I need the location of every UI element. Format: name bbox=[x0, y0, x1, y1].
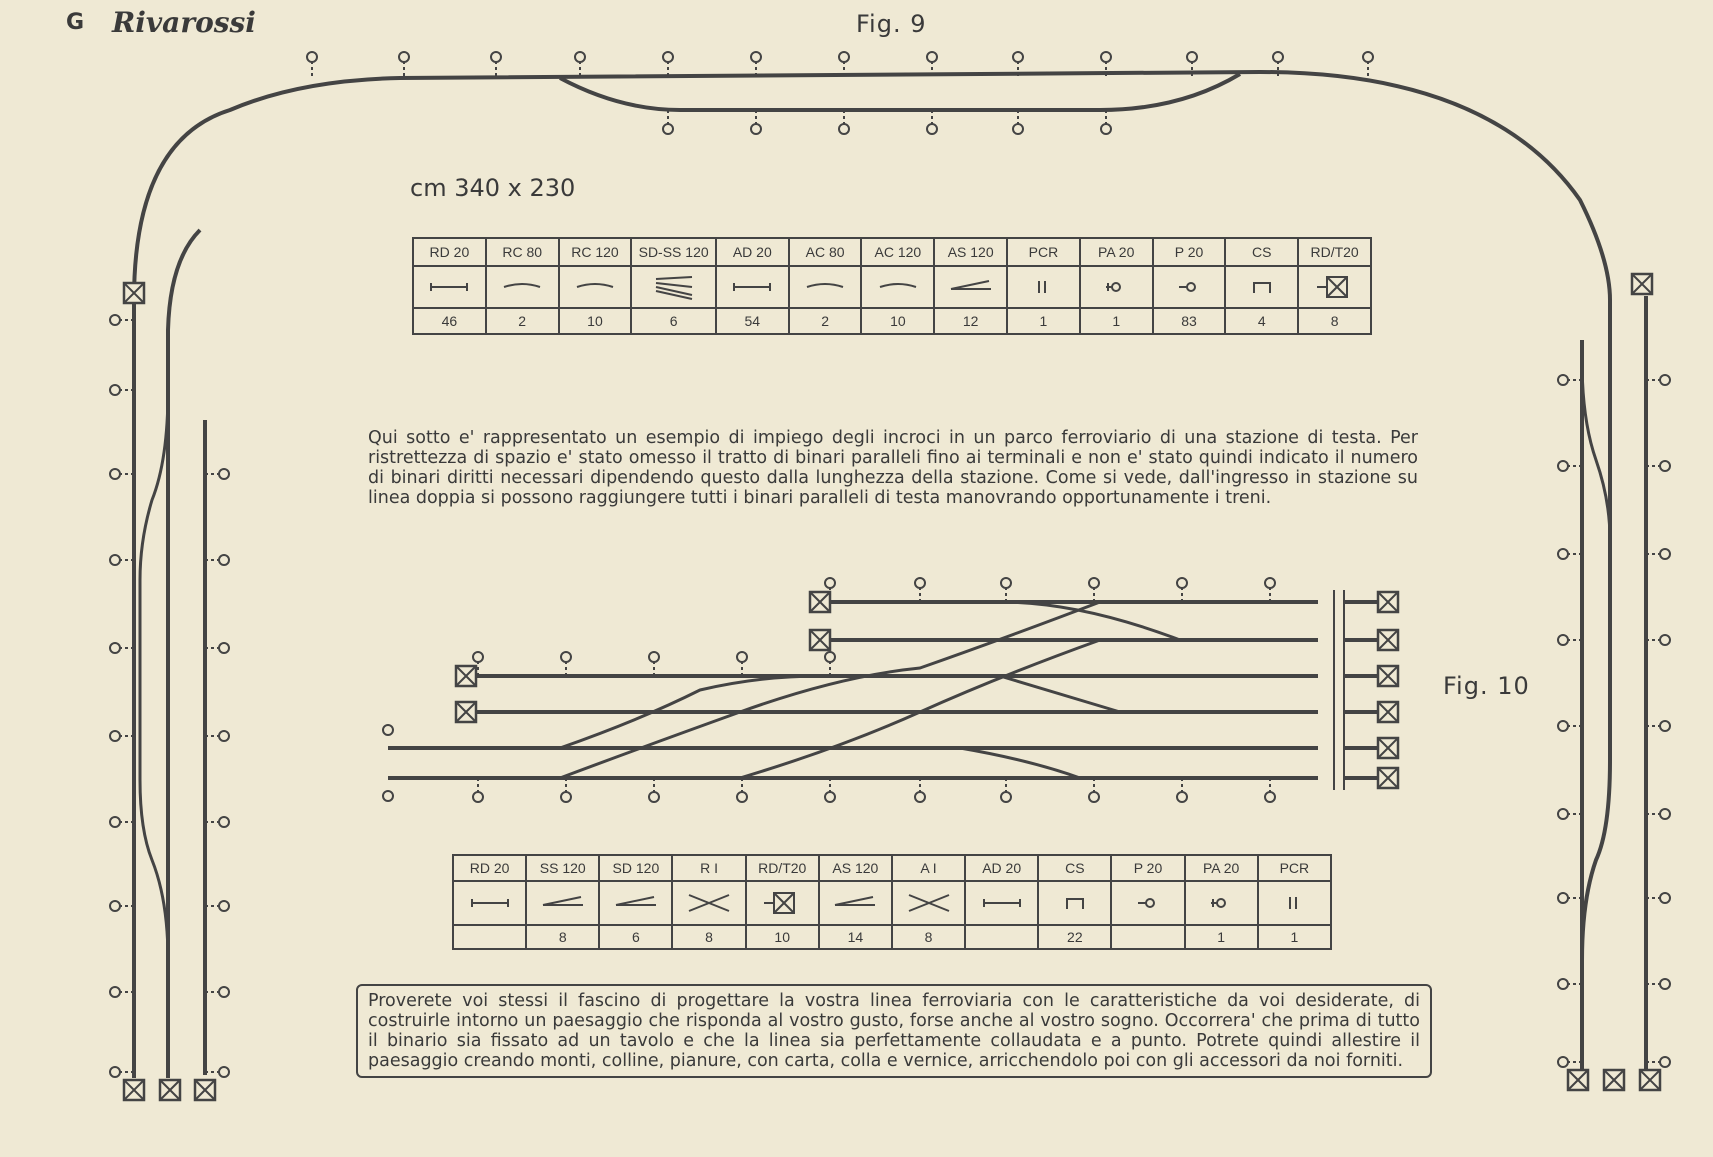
pole-icon bbox=[1265, 578, 1275, 588]
legend-quantity: 8 bbox=[526, 925, 599, 949]
legend-quantity: 10 bbox=[861, 308, 934, 334]
terminal-icon bbox=[752, 889, 812, 917]
buffer-icon bbox=[1045, 889, 1105, 917]
legend-quantity: 22 bbox=[1038, 925, 1111, 949]
legend-quantity: 14 bbox=[819, 925, 892, 949]
pole-icon bbox=[1001, 792, 1011, 802]
pole-icon bbox=[1363, 52, 1373, 62]
pole-icon bbox=[839, 52, 849, 62]
pole-icon bbox=[1265, 792, 1275, 802]
pole-icon bbox=[219, 555, 229, 565]
legend-quantity: 1 bbox=[1185, 925, 1258, 949]
brand-logo: Rivarossi bbox=[112, 6, 256, 39]
switch-icon bbox=[533, 889, 593, 917]
legend-label: CS bbox=[1038, 855, 1111, 881]
pole-icon bbox=[1558, 549, 1568, 559]
pole-icon bbox=[219, 731, 229, 741]
pole-icon bbox=[751, 124, 761, 134]
crossover-ladder-5 bbox=[1000, 676, 1120, 712]
pole-icon bbox=[1660, 979, 1670, 989]
legend-label: P 20 bbox=[1153, 238, 1226, 266]
crossover-ladder-3 bbox=[740, 640, 1100, 778]
figure-10-station-yard bbox=[383, 578, 1398, 802]
pole-icon bbox=[307, 52, 317, 62]
pole-icon bbox=[383, 725, 393, 735]
pole-icon bbox=[110, 643, 120, 653]
terminal-icon bbox=[1305, 273, 1365, 301]
legend-label: AC 120 bbox=[861, 238, 934, 266]
legend-symbol bbox=[861, 266, 934, 308]
legend-label: AS 120 bbox=[934, 238, 1007, 266]
pole-icon bbox=[110, 731, 120, 741]
pole-icon bbox=[927, 124, 937, 134]
pole-icon bbox=[1660, 375, 1670, 385]
curved-track-icon bbox=[868, 273, 928, 301]
figure-9-label: Fig. 9 bbox=[856, 10, 927, 38]
legend-quantity: 6 bbox=[631, 308, 716, 334]
pole-icon bbox=[1558, 893, 1568, 903]
pole-icon bbox=[1558, 809, 1568, 819]
pole-icon bbox=[1660, 809, 1670, 819]
pole-icon bbox=[1660, 461, 1670, 471]
connector-icon bbox=[1264, 889, 1324, 917]
pole-icon bbox=[825, 792, 835, 802]
left-crossover bbox=[140, 390, 168, 960]
pole-icon bbox=[1001, 578, 1011, 588]
legend-symbol bbox=[559, 266, 632, 308]
legend-label: RD 20 bbox=[453, 855, 526, 881]
legend-quantity: 10 bbox=[559, 308, 632, 334]
pole-icon bbox=[1013, 52, 1023, 62]
pole-icon bbox=[575, 52, 585, 62]
crossing-icon bbox=[679, 889, 739, 917]
curved-track-icon bbox=[492, 273, 552, 301]
note-box: Proverete voi stessi il fascino di progettare la vostra linea ferroviaria con le caratteristiche da voi desiderate, di costruirle intorno un paesaggio che risponda al vostro gusto, forse anche al vostro sogno. Occorrera' che prima di tutto il binario sia fissato ad un tavolo e che la linea sia perfettamente collaudata e a punto. Potrete quindi allestire il paesaggio creando monti, colline, pianure, con carta, colla e vernice, arricchendolo poi con gli accessori da noi forniti. bbox=[356, 984, 1432, 1078]
pole-icon bbox=[1660, 893, 1670, 903]
signal-pole-icon bbox=[1086, 273, 1146, 301]
legend-quantity: 12 bbox=[934, 308, 1007, 334]
pole-icon bbox=[219, 1067, 229, 1077]
legend-quantity: 8 bbox=[1298, 308, 1371, 334]
legend-quantity: 46 bbox=[413, 308, 486, 334]
legend-label: SS 120 bbox=[526, 855, 599, 881]
pole-icon bbox=[110, 469, 120, 479]
pole-icon bbox=[383, 791, 393, 801]
legend-label: RC 120 bbox=[559, 238, 632, 266]
parts-table-fig10 bbox=[452, 854, 1332, 950]
figure-10-label: Fig. 10 bbox=[1443, 672, 1530, 700]
curved-track-icon bbox=[565, 273, 625, 301]
pole-icon bbox=[219, 987, 229, 997]
legend-symbol bbox=[1153, 266, 1226, 308]
right-crossover-top bbox=[1582, 360, 1610, 540]
pole-icon bbox=[1558, 1057, 1568, 1067]
crossing-icon bbox=[899, 889, 959, 917]
legend-symbol bbox=[1007, 266, 1080, 308]
legend-quantity: 54 bbox=[716, 308, 789, 334]
pole-icon bbox=[110, 315, 120, 325]
signal-pole-icon bbox=[1191, 889, 1251, 917]
legend-label: A I bbox=[892, 855, 965, 881]
legend-label: PA 20 bbox=[1080, 238, 1153, 266]
pole-icon bbox=[1558, 461, 1568, 471]
legend-quantity: 2 bbox=[486, 308, 559, 334]
legend-quantity: 8 bbox=[672, 925, 745, 949]
pole-icon bbox=[839, 124, 849, 134]
switch-icon bbox=[606, 889, 666, 917]
legend-symbol bbox=[1080, 266, 1153, 308]
crossover-ladder-1 bbox=[560, 602, 1100, 778]
legend-symbol bbox=[1225, 266, 1298, 308]
legend-symbol bbox=[1185, 881, 1258, 925]
legend-symbol bbox=[1038, 881, 1111, 925]
legend-label: AC 80 bbox=[789, 238, 862, 266]
pole-icon bbox=[1558, 721, 1568, 731]
pole-icon bbox=[561, 652, 571, 662]
pole-icon bbox=[649, 652, 659, 662]
legend-symbol bbox=[934, 266, 1007, 308]
parts-table-fig9 bbox=[412, 237, 1372, 335]
legend-label: PCR bbox=[1007, 238, 1080, 266]
pole-icon bbox=[915, 578, 925, 588]
pole-icon bbox=[663, 52, 673, 62]
pole-icon bbox=[491, 52, 501, 62]
legend-symbol bbox=[819, 881, 892, 925]
straight-track-icon bbox=[460, 889, 520, 917]
legend-symbol bbox=[746, 881, 819, 925]
legend-symbol bbox=[672, 881, 745, 925]
crossover-ladder-6 bbox=[960, 748, 1080, 778]
legend-symbol bbox=[716, 266, 789, 308]
legend-quantity: 6 bbox=[599, 925, 672, 949]
pole-icon bbox=[1558, 375, 1568, 385]
switch-icon bbox=[825, 889, 885, 917]
pole-icon bbox=[1558, 979, 1568, 989]
legend-quantity: 10 bbox=[746, 925, 819, 949]
legend-quantity: 1 bbox=[1258, 925, 1331, 949]
legend-quantity: 4 bbox=[1225, 308, 1298, 334]
pole-icon bbox=[1660, 721, 1670, 731]
pole-icon bbox=[1187, 52, 1197, 62]
crossover-ladder-4 bbox=[1000, 602, 1180, 640]
legend-label: SD-SS 120 bbox=[631, 238, 716, 266]
pole-icon bbox=[915, 792, 925, 802]
straight-track-icon bbox=[972, 889, 1032, 917]
pole-icon bbox=[737, 652, 747, 662]
legend-label: R I bbox=[672, 855, 745, 881]
legend-label: PCR bbox=[1258, 855, 1331, 881]
pole-icon bbox=[473, 652, 483, 662]
pole-icon bbox=[927, 52, 937, 62]
legend-quantity bbox=[965, 925, 1038, 949]
pole-icon bbox=[399, 52, 409, 62]
legend-quantity: 2 bbox=[789, 308, 862, 334]
pole-icon bbox=[1101, 52, 1111, 62]
legend-label: PA 20 bbox=[1185, 855, 1258, 881]
pole-icon bbox=[825, 578, 835, 588]
switch-pair-icon bbox=[644, 273, 704, 301]
pole-icon bbox=[1660, 1057, 1670, 1067]
figure-9-right-side bbox=[1558, 274, 1670, 1090]
legend-label: RD/T20 bbox=[1298, 238, 1371, 266]
switch-icon bbox=[941, 273, 1001, 301]
legend-quantity: 1 bbox=[1007, 308, 1080, 334]
pole-icon bbox=[1273, 52, 1283, 62]
pole-icon bbox=[473, 792, 483, 802]
buffer-icon bbox=[1232, 273, 1292, 301]
legend-label: AD 20 bbox=[965, 855, 1038, 881]
legend-symbol bbox=[965, 881, 1038, 925]
legend-label: P 20 bbox=[1111, 855, 1184, 881]
legend-label: RD/T20 bbox=[746, 855, 819, 881]
pole-icon bbox=[1660, 635, 1670, 645]
pole-icon bbox=[1118, 889, 1178, 917]
legend-symbol bbox=[599, 881, 672, 925]
main-loop-inner-left bbox=[168, 230, 200, 1078]
pole-icon bbox=[1089, 792, 1099, 802]
page-letter: G bbox=[66, 10, 85, 35]
legend-label: SD 120 bbox=[599, 855, 672, 881]
description-text: Qui sotto e' rappresentato un esempio di impiego degli incroci in un parco ferroviario di una stazione di testa. Per ristrettezza di spazio e' stato omesso il tratto di binari paralleli fino ai terminali e non e' stato quindi indicato il numero di binari diritti necessari dipendendo questo dalla lunghezza della stazione. Come si vede, dall'ingresso in stazione su linea doppia si possono raggiungere tutti i binari paralleli di testa manovrando opportunamente i treni. bbox=[368, 428, 1418, 508]
legend-label: CS bbox=[1225, 238, 1298, 266]
pole-icon bbox=[751, 52, 761, 62]
legend-symbol bbox=[892, 881, 965, 925]
legend-quantity bbox=[453, 925, 526, 949]
pole-icon bbox=[737, 792, 747, 802]
legend-quantity: 8 bbox=[892, 925, 965, 949]
pole-icon bbox=[1177, 578, 1187, 588]
pole-icon bbox=[1089, 578, 1099, 588]
pole-icon bbox=[825, 652, 835, 662]
pole-icon bbox=[110, 817, 120, 827]
legend-quantity bbox=[1111, 925, 1184, 949]
connector-icon bbox=[1013, 273, 1073, 301]
pole-icon bbox=[219, 901, 229, 911]
legend-symbol bbox=[453, 881, 526, 925]
pole-icon bbox=[110, 987, 120, 997]
passing-siding-top bbox=[560, 74, 1240, 110]
pole-icon bbox=[219, 643, 229, 653]
legend-label: RD 20 bbox=[413, 238, 486, 266]
legend-symbol bbox=[413, 266, 486, 308]
straight-track-icon bbox=[722, 273, 782, 301]
pole-icon bbox=[219, 817, 229, 827]
pole-icon bbox=[1177, 792, 1187, 802]
legend-symbol bbox=[1111, 881, 1184, 925]
legend-label: AD 20 bbox=[716, 238, 789, 266]
pole-icon bbox=[1660, 549, 1670, 559]
pole-icon bbox=[1013, 124, 1023, 134]
legend-symbol bbox=[526, 881, 599, 925]
layout-dimensions: cm 340 x 230 bbox=[410, 174, 576, 202]
pole-icon bbox=[561, 792, 571, 802]
pole-icon bbox=[110, 1067, 120, 1077]
legend-symbol bbox=[1298, 266, 1371, 308]
legend-symbol bbox=[631, 266, 716, 308]
curved-track-icon bbox=[795, 273, 855, 301]
pole-icon bbox=[1159, 273, 1219, 301]
straight-track-icon bbox=[419, 273, 479, 301]
legend-quantity: 83 bbox=[1153, 308, 1226, 334]
legend-label: AS 120 bbox=[819, 855, 892, 881]
pole-icon bbox=[219, 469, 229, 479]
pole-icon bbox=[110, 555, 120, 565]
legend-symbol bbox=[486, 266, 559, 308]
legend-label: RC 80 bbox=[486, 238, 559, 266]
legend-symbol bbox=[789, 266, 862, 308]
pole-icon bbox=[110, 901, 120, 911]
pole-icon bbox=[649, 792, 659, 802]
pole-icon bbox=[1101, 124, 1111, 134]
pole-icon bbox=[1558, 635, 1568, 645]
pole-icon bbox=[663, 124, 673, 134]
legend-quantity: 1 bbox=[1080, 308, 1153, 334]
pole-icon bbox=[110, 385, 120, 395]
legend-symbol bbox=[1258, 881, 1331, 925]
